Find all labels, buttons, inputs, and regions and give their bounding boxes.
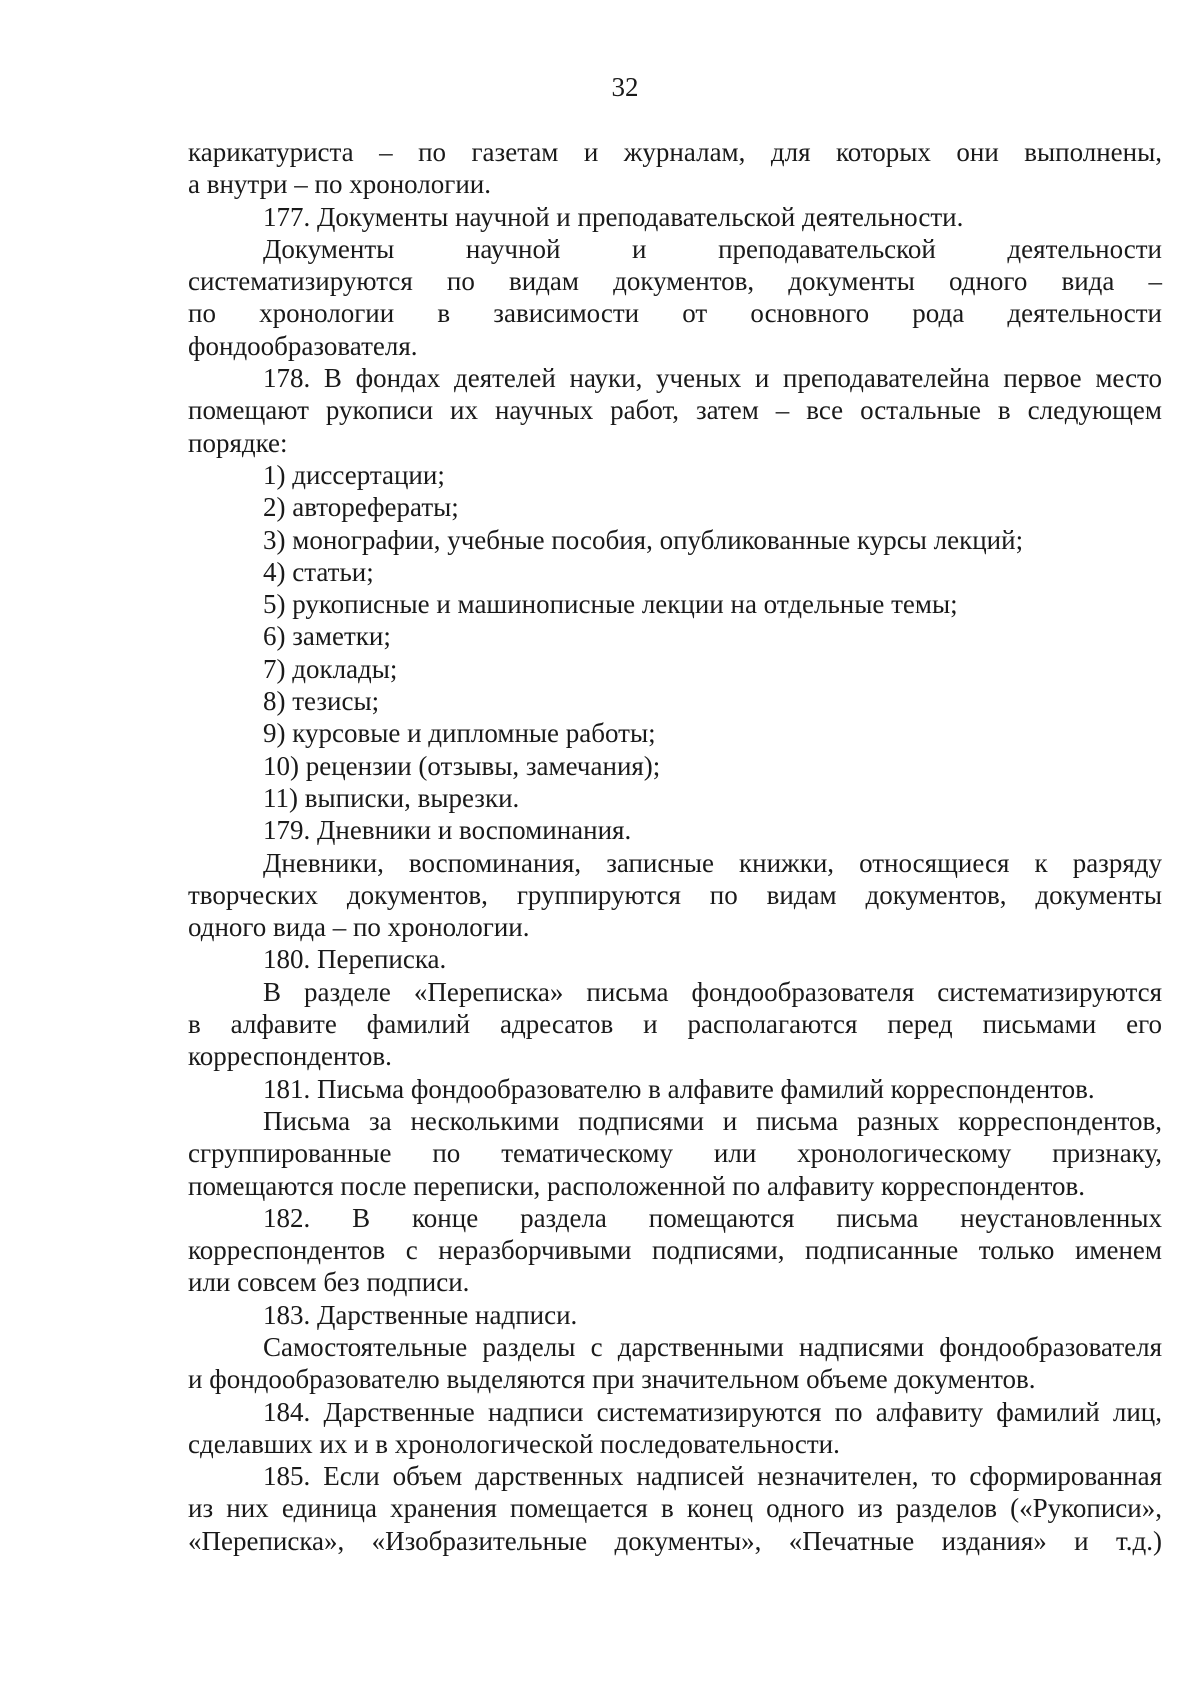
- text-line: 183. Дарственные надписи.: [263, 1299, 578, 1330]
- text-line: Дневники, воспоминания, записные книжки, относящиеся к разряду: [263, 847, 1162, 878]
- text-line: 4) статьи;: [263, 556, 374, 587]
- text-line: в алфавите фамилий адресатов и располагаются перед письмами его: [188, 1009, 1162, 1040]
- text-line: по хронологии в зависимости от основного рода деятельности: [188, 298, 1162, 329]
- text-line: 7) доклады;: [263, 653, 398, 684]
- page-number: 32: [611, 72, 639, 102]
- text-line: 5) рукописные и машинописные лекции на отдельные темы;: [263, 589, 958, 620]
- text-line: а внутри – по хронологии.: [188, 169, 491, 200]
- document-body: [188, 136, 1162, 1557]
- text-line: Документы научной и преподавательской деятельности: [263, 233, 1162, 264]
- text-line: фондообразователя.: [188, 330, 418, 361]
- text-line: 182. В конце раздела помещаются письма неустановленных: [263, 1202, 1162, 1233]
- text-line: 3) монографии, учебные пособия, опубликованные курсы лекций;: [263, 524, 1024, 555]
- text-line: помещаются после переписки, расположенной по алфавиту корреспондентов.: [188, 1170, 1085, 1201]
- text-line: одного вида – по хронологии.: [188, 912, 530, 943]
- text-line: порядке:: [188, 427, 288, 458]
- text-line: 9) курсовые и дипломные работы;: [263, 718, 656, 749]
- text-line: 6) заметки;: [263, 621, 391, 652]
- text-line: 11) выписки, вырезки.: [263, 782, 520, 813]
- text-line: и фондообразователю выделяются при значительном объеме документов.: [188, 1364, 1036, 1395]
- text-line: или совсем без подписи.: [188, 1267, 470, 1298]
- text-line: Самостоятельные разделы с дарственными надписями фондообразователя: [263, 1331, 1162, 1362]
- text-line: В разделе «Переписка» письма фондообразователя систематизируются: [263, 976, 1162, 1007]
- text-line: систематизируются по видам документов, документы одного вида –: [188, 266, 1162, 297]
- text-line: карикатуриста – по газетам и журналам, для которых они выполнены,: [188, 137, 1162, 167]
- text-line: корреспондентов с неразборчивыми подписями, подписанные только именем: [188, 1235, 1162, 1266]
- text-line: творческих документов, группируются по видам документов, документы: [188, 879, 1162, 910]
- text-line: 2) авторефераты;: [263, 492, 459, 523]
- text-line: 180. Переписка.: [263, 944, 447, 975]
- text-line: сделавших их и в хронологической последовательности.: [188, 1428, 840, 1459]
- text-line: 10) рецензии (отзывы, замечания);: [263, 750, 661, 781]
- text-line: корреспондентов.: [188, 1041, 392, 1072]
- text-line: 181. Письма фондообразователю в алфавите фамилий корреспондентов.: [263, 1073, 1095, 1104]
- text-line: «Переписка», «Изобразительные документы», «Печатные издания» и т.д.): [188, 1525, 1162, 1556]
- text-line: Письма за несколькими подписями и письма разных корреспондентов,: [263, 1105, 1162, 1136]
- text-line: 178. В фондах деятелей науки, ученых и преподавателейна первое место: [263, 363, 1162, 394]
- text-line: 8) тезисы;: [263, 686, 380, 717]
- text-line: 179. Дневники и воспоминания.: [263, 815, 632, 846]
- text-line: сгруппированные по тематическому или хронологическому признаку,: [188, 1138, 1162, 1169]
- text-line: 177. Документы научной и преподавательской деятельности.: [263, 201, 964, 232]
- text-line: 184. Дарственные надписи систематизируются по алфавиту фамилий лиц,: [263, 1396, 1162, 1427]
- text-line: 1) диссертации;: [263, 459, 445, 490]
- text-line: из них единица хранения помещается в конец одного из разделов («Рукописи»,: [188, 1493, 1162, 1524]
- text-line: 185. Если объем дарственных надписей незначителен, то сформированная: [263, 1461, 1162, 1492]
- text-line: помещают рукописи их научных работ, затем – все остальные в следующем: [188, 395, 1162, 426]
